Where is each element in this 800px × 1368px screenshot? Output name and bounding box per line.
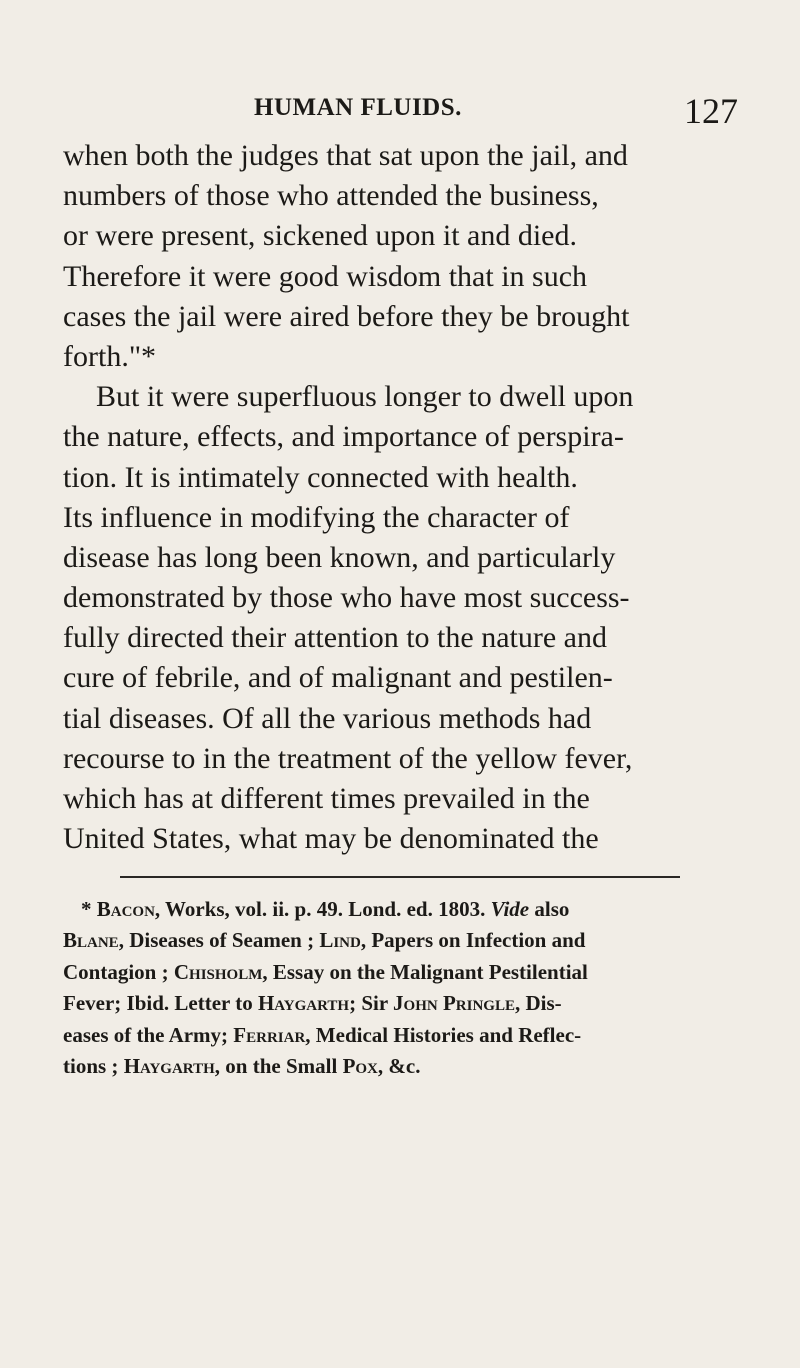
text-line: recourse to in the treatment of the yellow fever, bbox=[63, 741, 633, 775]
text-line: when both the judges that sat upon the jail, and bbox=[63, 139, 628, 172]
citation-text: , Dis- bbox=[514, 991, 562, 1016]
text-line: cases the jail were aired before they be brought bbox=[63, 299, 630, 333]
citation-text: , Essay on the Malignant Pestilential bbox=[262, 959, 588, 984]
text-line: or were present, sickened upon it and died. bbox=[63, 219, 577, 253]
citation-text: also bbox=[529, 897, 570, 921]
text-line: cure of febrile, and of malignant and pestilen- bbox=[63, 661, 613, 695]
citation-text: , on the Small bbox=[214, 1053, 343, 1078]
footnote-line bbox=[63, 988, 743, 1019]
citation-text: ; Sir bbox=[349, 991, 394, 1016]
vide-italic: Vide bbox=[490, 897, 530, 921]
footnote-line bbox=[63, 925, 743, 956]
text-line: forth."* bbox=[63, 339, 157, 373]
text-line: numbers of those who attended the business, bbox=[63, 179, 599, 213]
footnote-line bbox=[63, 1051, 743, 1082]
citation-text: , Papers on Infection and bbox=[360, 928, 586, 953]
pox-smallcaps: Pox bbox=[342, 1053, 378, 1078]
running-head bbox=[254, 92, 738, 132]
text-line: disease has long been known, and particularly bbox=[63, 540, 616, 574]
citation-text: Contagion ; bbox=[63, 959, 174, 984]
footnote-line bbox=[63, 957, 743, 988]
citation-text: eases of the Army; bbox=[63, 1022, 234, 1047]
author-haygarth: Haygarth bbox=[123, 1053, 215, 1078]
running-title: HUMAN FLUIDS. bbox=[254, 94, 462, 121]
page-number: 127 bbox=[684, 91, 738, 131]
footnote-line bbox=[63, 1020, 743, 1051]
author-lind: Lind bbox=[319, 928, 361, 953]
text-line: Therefore it were good wisdom that in such bbox=[63, 259, 588, 293]
text-line: which has at different times prevailed in the bbox=[63, 782, 590, 815]
author-chisholm: Chisholm bbox=[173, 959, 263, 984]
text-line: Its influence in modifying the character of bbox=[63, 500, 570, 534]
text-line: the nature, effects, and importance of perspira- bbox=[63, 420, 624, 454]
citation-text: , Medical Histories and Reflec- bbox=[305, 1022, 582, 1047]
text-line: United States, what may be denominated the bbox=[63, 822, 599, 856]
footnote-divider bbox=[120, 876, 680, 878]
body-text bbox=[63, 136, 743, 859]
footnote bbox=[63, 894, 743, 1082]
citation-text: , Works, vol. ii. p. 49. Lond. ed. 1803. bbox=[154, 897, 491, 921]
text-line: demonstrated by those who have most success- bbox=[63, 581, 630, 615]
citation-text: tions ; bbox=[63, 1053, 124, 1078]
author-ferriar: Ferriar bbox=[233, 1022, 306, 1047]
footnote-marker: * bbox=[81, 897, 97, 921]
author-pringle: John Pringle bbox=[393, 991, 515, 1016]
text-line: fully directed their attention to the nature and bbox=[63, 621, 607, 655]
author-blane: Blane bbox=[63, 928, 119, 953]
citation-text: , Diseases of Seamen ; bbox=[118, 928, 320, 953]
citation-text: , &c. bbox=[377, 1053, 421, 1078]
text-line: tial diseases. Of all the various methods had bbox=[63, 701, 592, 735]
author-bacon: Bacon bbox=[96, 897, 155, 921]
author-haygarth: Haygarth bbox=[257, 991, 350, 1016]
citation-text: Fever; Ibid. Letter to bbox=[63, 991, 258, 1016]
paragraph-start-line: But it were superfluous longer to dwell upon bbox=[96, 380, 634, 414]
text-line: tion. It is intimately connected with health. bbox=[63, 460, 578, 494]
footnote-line bbox=[63, 894, 743, 925]
